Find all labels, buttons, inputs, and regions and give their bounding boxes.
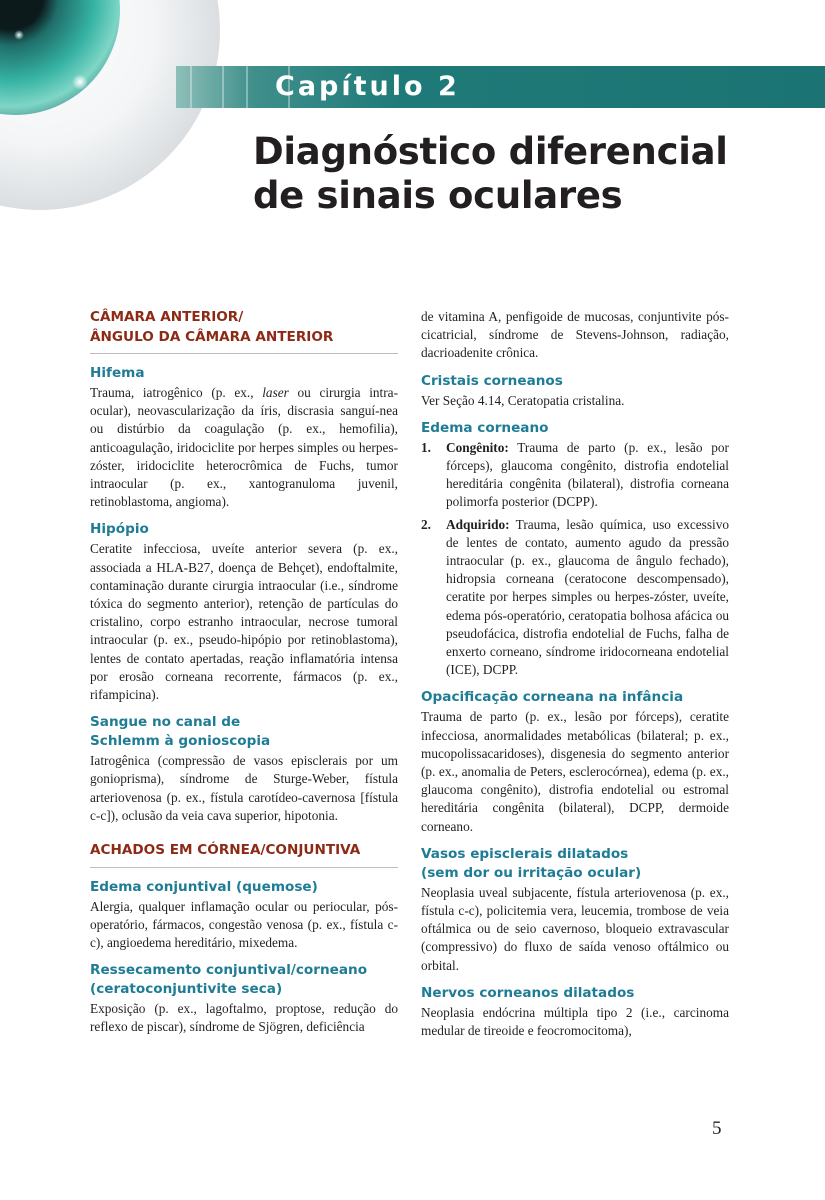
- eye-highlight: [72, 74, 88, 90]
- hifema-laser-italic: laser: [262, 385, 289, 400]
- paragraph-edema-conjuntival: Alergia, qualquer inflamação ocular ou periocular, pós-operatório, fármacos, congestão venosa (p. ex., fístula c-c), angioedema hereditário, mixedema.: [90, 898, 398, 950]
- hifema-text-b: ou cirurgia intra-ocular), neovascularização da íris, discrasia sanguí-nea ou distúrbio da coagulação (p. ex., hemofilia), anticoagulação, iridociclite por herpes simples ou herpes-zóster, iridociclite heterocrômica de Fuchs, tumor intraocular (p. ex., xantogranuloma juvenil, retinoblastoma, angioma).: [90, 385, 398, 510]
- subheading-vasos-episclerais: [421, 845, 729, 883]
- paragraph-nervos: Neoplasia endócrina múltipla tipo 2 (i.e., carcinoma medular de tireoide e feocromocitoma),: [421, 1004, 729, 1039]
- paragraph-continuation: de vitamina A, penfigoide de mucosas, conjuntivite pós-cicatricial, síndrome de Stevens-Johnson, radiação, dacrioadenite crônica.: [421, 309, 729, 361]
- chapter-band-segments: [176, 66, 825, 108]
- list-item-text: [446, 516, 729, 680]
- page-number: 5: [712, 1118, 722, 1139]
- list-item-label: Adquirido:: [446, 516, 510, 532]
- eye-illustration: [0, 0, 230, 240]
- page-title-line-2: de sinais oculares: [253, 174, 623, 217]
- subheading-hifema: Hifema: [90, 365, 145, 381]
- subheading-sangue-canal-schlemm: [90, 713, 398, 751]
- left-column: [90, 308, 398, 1037]
- section-heading-camara-anterior: [90, 308, 398, 354]
- subheading-cristais: Cristais corneanos: [421, 372, 563, 389]
- list-item-body: Trauma, lesão química, uso excessivo de lentes de contato, aumento agudo da pressão intraocular (p. ex., glaucoma de ângulo fechado), hidropsia corneana (ceratocone descompensado), ceratite por herpes simples ou herpes-zóster, uveíte, edema pós-operatório, ceratopatia bolhosa afácica ou pseudofácica, distrofia endotelial de Fuchs, falha de enxerto corneano, síndrome iridocorneana endotelial (ICE), DCPP.: [446, 516, 729, 678]
- list-item-body: Trauma de parto (p. ex., lesão por fórceps), glaucoma congênito, distrofia endotelial hereditária congênita (bilateral), distrofia corneana polimorfa posterior (DCPP).: [446, 439, 729, 510]
- paragraph-cristais: Ver Seção 4.14, Ceratopatia cristalina.: [421, 392, 625, 408]
- paragraph-vasos: Neoplasia uveal subjacente, fístula arteriovenosa (p. ex., fístula c-c), policitemia vera, leucemia, trombose de veia oftálmica ou de seio cavernoso, bloqueio extravascular (compressivo) do fluxo de saída venoso oftálmico ou orbital.: [421, 884, 729, 973]
- paragraph-hifema: [90, 384, 398, 511]
- chapter-label: Capítulo 2: [275, 71, 460, 102]
- subheading-edema-corneano: Edema corneano: [421, 419, 549, 436]
- list-item-label: Congênito:: [446, 439, 509, 455]
- right-column: [421, 308, 729, 1040]
- paragraph-sangue: Iatrogênica (compressão de vasos episclerais por um gonioprisma), síndrome de Sturge-Weber, fístula arteriovenosa (p. ex., fístula carotídeo-cavernosa [fístula c-c]), oclusão da veia cava superior, hipotonia.: [90, 753, 398, 823]
- subheading-ressecamento: [90, 961, 398, 999]
- subheading-edema-conjuntival: Edema conjuntival (quemose): [90, 878, 318, 895]
- subheading-line-2: Schlemm à gonioscopia: [90, 733, 271, 750]
- subheading-line-1: Sangue no canal de: [90, 714, 241, 731]
- list-item-congenito: [421, 439, 729, 512]
- subheading-opacificacao: Opacificação corneana na infância: [421, 689, 684, 706]
- subheading-nervos-corneanos: Nervos corneanos dilatados: [421, 984, 635, 1001]
- paragraph-opacificacao: Trauma de parto (p. ex., lesão por fórceps), ceratite infecciosa, anormalidades metabólicas (bilateral; p. ex., mucopolissacaridoses), disgenesia do segmento anterior (p. ex., anomalia de Peters, esclerocórnea), edema (p. ex., glaucoma congênito), distrofia endotelial ou estromal hereditária congênita (bilateral), DCPP, dermoide corneano.: [421, 709, 729, 834]
- section-heading-line-2: ÂNGULO DA CÂMARA ANTERIOR: [90, 328, 334, 345]
- page-title-line-1: Diagnóstico diferencial: [253, 130, 728, 173]
- page-title: [253, 130, 793, 218]
- hifema-text-a: Trauma, iatrogênico (p. ex.,: [90, 385, 263, 400]
- list-item-adquirido: [421, 516, 729, 680]
- eye-highlight-small: [14, 30, 24, 40]
- section-heading-cornea-conjuntiva: ACHADOS EM CÓRNEA/CONJUNTIVA: [90, 841, 398, 868]
- section-heading-line-1: CÂMARA ANTERIOR/: [90, 309, 244, 325]
- list-number: 2.: [421, 516, 431, 532]
- subheading-line-2: (sem dor ou irritação ocular): [421, 864, 642, 881]
- paragraph-ressecamento: Exposição (p. ex., lagoftalmo, proptose, redução do reflexo de piscar), síndrome de Sjögren, deficiência: [90, 1001, 398, 1035]
- subheading-line-1: Ressecamento conjuntival/corneano: [90, 962, 368, 979]
- subheading-line-1: Vasos episclerais dilatados: [421, 845, 629, 862]
- paragraph-hipopio: Ceratite infecciosa, uveíte anterior severa (p. ex., associada a HLA-B27, doença de Behçet), endoftalmite, contaminação durante cirurgia intraocular (i.e., síndrome tóxica do segmento anterior), retenção de partículas do cristalino, corpo estranho intraocular, necrose tumoral intraocular (p. ex., pseudo-hipópio por retinoblastoma), lentes de contato apertadas, reação inflamatória intensa por erosão corneana recorrente, fármacos (p. ex., rifampicina).: [90, 541, 398, 703]
- list-item-text: [446, 439, 729, 512]
- list-number: 1.: [421, 439, 431, 455]
- subheading-hipopio: Hipópio: [90, 521, 149, 538]
- subheading-line-2: (ceratoconjuntivite seca): [90, 981, 283, 998]
